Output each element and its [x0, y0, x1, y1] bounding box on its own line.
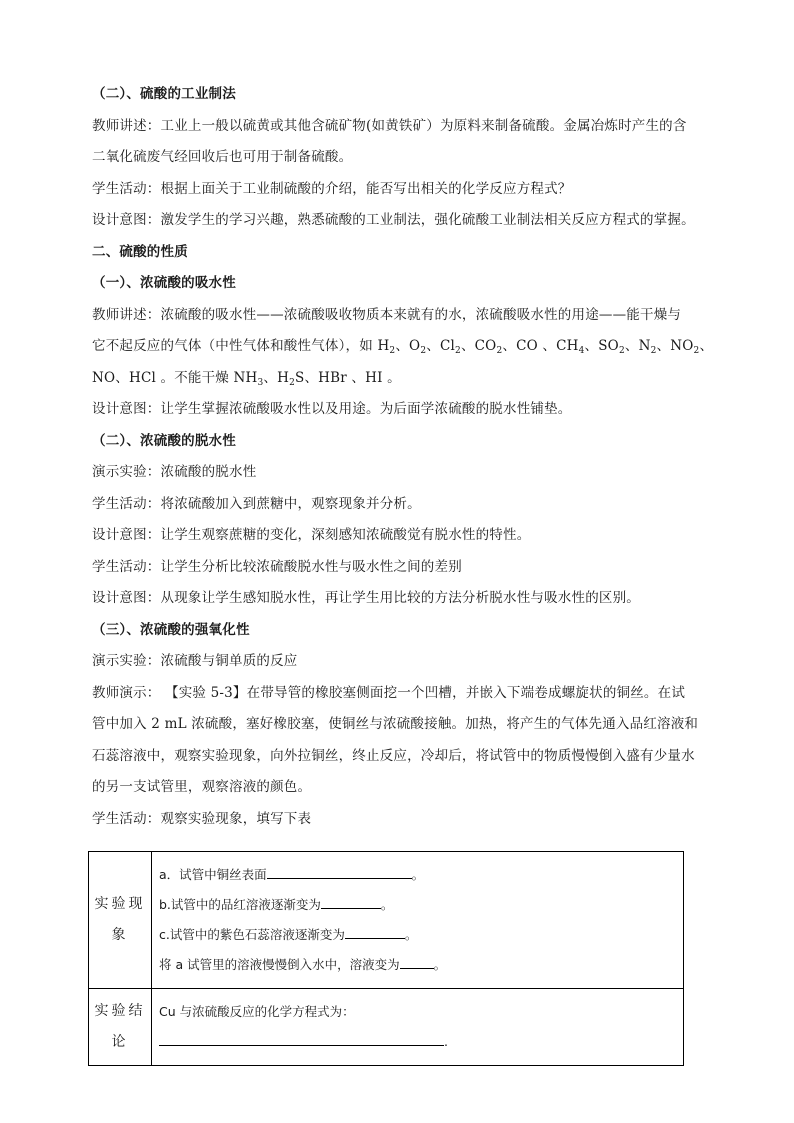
equation-answer-line[interactable]: . — [159, 1027, 683, 1057]
observation-content — [152, 852, 684, 989]
section-heading: （三）、浓硫酸的强氧化性 — [92, 621, 250, 638]
equation-prompt: Cu 与浓硫酸反应的化学方程式为： — [159, 1004, 355, 1019]
paragraph-line: 它不起反应的气体（中性气体和酸性气体），如 $H_2$、$O_2$、$Cl_2$、$CO_2$、CO 、$CH_4$、$SO_2$、$N_2$、$NO_2$、 — [92, 338, 714, 356]
paragraph-line: 教师演示： 【实验 5-3】在带导管的橡胶塞侧面挖一个凹槽，并嵌入下端卷成螺旋状的铜丝。在试 — [92, 684, 686, 701]
paragraph-line: 学生活动：根据上面关于工业制硫酸的介绍，能否写出相关的化学反应方程式？ — [92, 180, 572, 197]
paragraph-line: 管中加入 2 mL 浓硫酸，塞好橡胶塞，使铜丝与浓硫酸接触。加热，将产生的气体先通入品红溶液和 — [92, 716, 699, 732]
paragraph-line: NO、HCl 。不能干燥 $NH_3$、$H_2S$、HBr 、HI 。 — [92, 369, 401, 388]
paragraph-line: 教师讲述：浓硫酸的吸水性——浓硫酸吸收物质本来就有的水，浓硫酸吸水性的用途——能干燥与 — [92, 306, 682, 323]
lesson-text — [92, 79, 712, 835]
section-heading: （一）、浓硫酸的吸水性 — [92, 275, 236, 291]
conclusion-row — [89, 989, 684, 1066]
paragraph-line: 学生活动：将浓硫酸加入到蔗糖中，观察现象并分析。 — [92, 495, 421, 512]
answer-blank[interactable] — [345, 924, 405, 939]
observation-item: a．试管中铜丝表面 。 — [159, 860, 683, 890]
section-heading: 二、硫酸的性质 — [92, 243, 188, 260]
paragraph-line: 教师讲述：工业上一般以硫黄或其他含硫矿物(如黄铁矿）为原料来制备硫酸。金属冶炼时产生的含 — [92, 117, 687, 134]
paragraph-line: 设计意图：从现象让学生感知脱水性，再让学生用比较的方法分析脱水性与吸水性的区别。 — [92, 590, 640, 606]
paragraph-line: 学生活动：让学生分析比较浓硫酸脱水性与吸水性之间的差别 — [92, 558, 462, 575]
paragraph-line: 设计意图：让学生观察蔗糖的变化，深刻感知浓硫酸觉有脱水性的特性。 — [92, 527, 531, 543]
paragraph-line: 二氧化硫废气经回收后也可用于制备硫酸。 — [92, 149, 353, 165]
observation-item: 将 a 试管里的溶液慢慢倒入水中，溶液变为 。 — [159, 950, 683, 980]
paragraph-line: 演示实验：浓硫酸的脱水性 — [92, 464, 257, 480]
paragraph-line: 演示实验：浓硫酸与铜单质的反应 — [92, 653, 298, 669]
observation-row — [89, 852, 684, 989]
observation-label: 实验现 象 — [89, 852, 152, 989]
paragraph-line: 的另一支试管里，观察溶液的颜色。 — [92, 779, 312, 795]
observation-item: b.试管中的品红溶液逐渐变为 。 — [159, 890, 683, 920]
paragraph-line: 设计意图：激发学生的学习兴趣，熟悉硫酸的工业制法，强化硫酸工业制法相关反应方程式的掌握。 — [92, 212, 695, 228]
answer-blank[interactable] — [267, 864, 412, 879]
section-heading: （二）、浓硫酸的脱水性 — [92, 432, 236, 449]
conclusion-content — [152, 989, 684, 1066]
observation-item: c.试管中的紫色石蕊溶液逐渐变为 。 — [159, 920, 683, 950]
paragraph-line: 石蕊溶液中，观察实验现象，向外拉铜丝，终止反应，冷却后，将试管中的物质慢慢倒入盛有少量水 — [92, 747, 695, 764]
paragraph-line: 设计意图：让学生掌握浓硫酸吸水性以及用途。为后面学浓硫酸的脱水性铺垫。 — [92, 401, 572, 417]
answer-blank[interactable] — [400, 954, 434, 969]
answer-blank[interactable] — [321, 894, 381, 909]
experiment-table — [88, 851, 684, 1066]
conclusion-label: 实验结 论 — [89, 989, 152, 1066]
section-heading: （二）、硫酸的工业制法 — [92, 86, 236, 102]
paragraph-line: 学生活动：观察实验现象，填写下表 — [92, 810, 312, 827]
